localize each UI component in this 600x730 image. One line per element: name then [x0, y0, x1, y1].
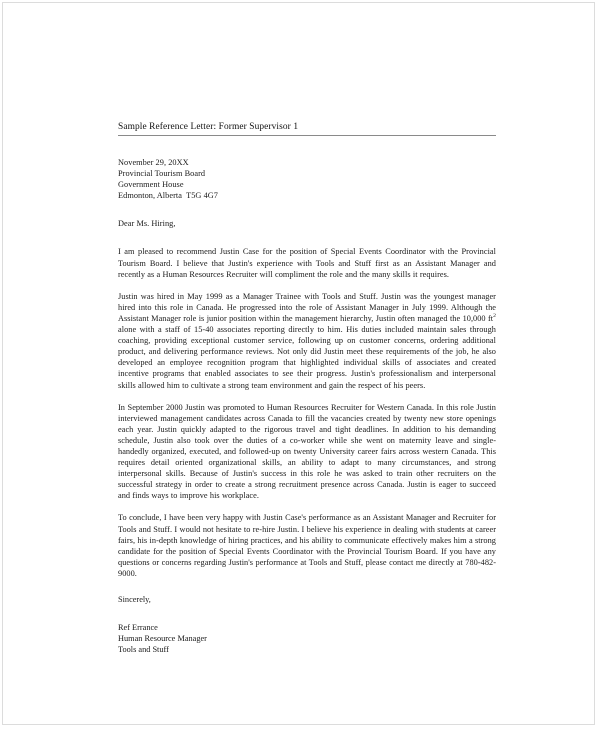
- signature-block: [118, 622, 496, 655]
- address-line: November 29, 20XX: [118, 158, 189, 167]
- body-paragraph: To conclude, I have been very happy with Justin Case's performance as an Assistant Manager and Recruiter for Tools and Stuff. I would not hesitate to re-hire Justin. I believe his experience in dealing with students at career fairs, his in-depth knowledge of hiring practices, and his ability to communicate effectively makes him a strong candidate for the position of Special Events Coordinator with the Provincial Tourism Board. If you have any questions or concerns regarding Justin's performance at Tools and Stuff, please contact me directly at 780-482-9000.: [118, 513, 496, 578]
- body-paragraph: Justin was hired in May 1999 as a Manager Trainee with Tools and Stuff. Justin was the youngest manager hired into this role in Canada. He progressed into the role of Assistant Manager in July 1999. Although the Assistant Manager role is junior position within the management hierarchy, Justin often managed the 10,000 $ft^2$ alone with a staff of 15-40 associates reporting directly to him. His duties included maintain sales through coaching, providing exceptional customer service, following up on customer concerns, ordering additional product, and delivering performance reviews. Not only did Justin meet these requirements of the job, he also developed an employee recognition program that highlighted individual skills of associates and created incentive programs that enabled associates to see their progress. Justin's professionalism and interpersonal skills allowed him to cultivate a strong team environment and gain the respect of his peers.: [118, 291, 496, 390]
- title-underline-rule: [118, 135, 496, 136]
- body-paragraph: In September 2000 Justin was promoted to Human Resources Recruiter for Western Canada. In this role Justin interviewed management candidates across Canada to fill the vacancies created by twenty new store openings each year. Justin quickly adapted to the rigorous travel and tight deadlines. In addition to his demanding schedule, Justin also took over the duties of a co-worker while she went on maternity leave and single-handedly organized, executed, and followed-up on twenty University career fairs across western Canada. This requires detail oriented organizational skills, an ability to adapt to many circumstances, and strong interpersonal skills. Because of Justin's success in this role he was asked to train other recruiters on the successful strategy in order to create a strong recruitment presence across Canada. Justin is eager to succeed and finds ways to improve his workplace.: [118, 402, 496, 501]
- body-paragraph: I am pleased to recommend Justin Case for the position of Special Events Coordinator with the Provincial Tourism Board. I believe that Justin's experience with Tools and Stuff first as an Assistant Manager and recently as a Human Resources Recruiter will compliment the role and the many skills it requires.: [118, 247, 496, 279]
- address-line: Edmonton, Alberta T5G 4G7: [118, 191, 219, 201]
- closing-line: Sincerely,: [118, 595, 151, 604]
- recipient-address-block: [118, 157, 496, 201]
- address-line: Government House: [118, 180, 184, 190]
- salutation: Dear Ms. Hiring,: [118, 219, 176, 229]
- document-page: [2, 2, 595, 725]
- document-title-text: Sample Reference Letter: Former Supervisor 1: [118, 122, 299, 132]
- letter-body: [118, 121, 496, 655]
- signer-title: Human Resource Manager: [118, 634, 207, 644]
- signer-name: Ref Errance: [118, 623, 158, 633]
- signer-company: Tools and Stuff: [118, 645, 169, 655]
- address-line: Provincial Tourism Board: [118, 169, 206, 179]
- page-title: [118, 121, 496, 136]
- letter-paragraphs: [118, 246, 496, 579]
